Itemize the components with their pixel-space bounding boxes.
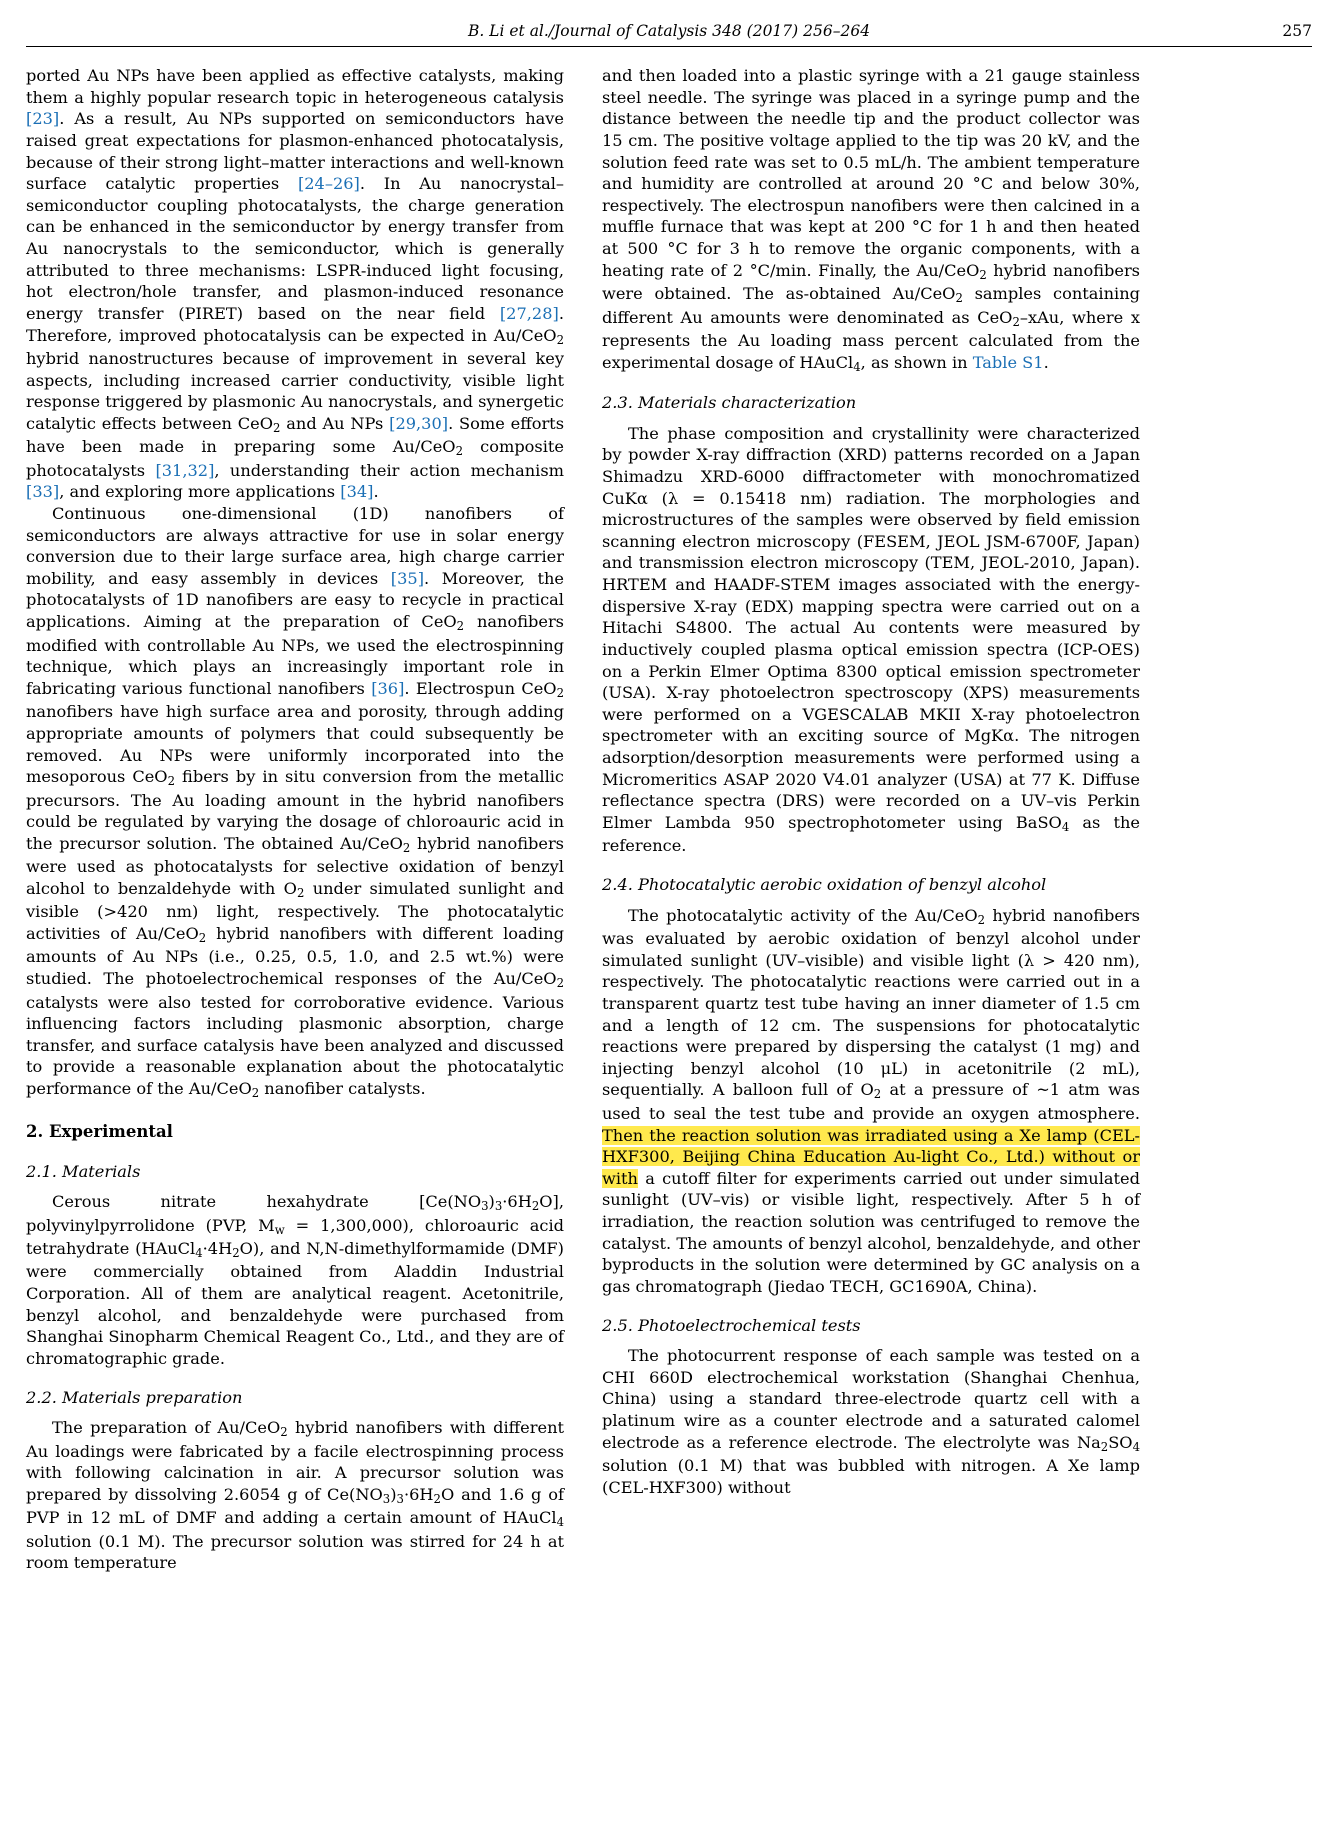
left-column [26, 65, 564, 1574]
section-heading-experimental: 2. Experimental [26, 1122, 173, 1142]
paragraph-nanofibers: Continuous one-dimensional (1D) nanofibers of semiconductors are always attractive for use in solar energy conversion due to their large surface area, high charge carrier mobility, and easy assembly in devices [35]. Moreover, the photocatalysts of 1D nanofibers are easy to recycle in practical applications. Aiming at the preparation of CeO$_2$ nanofibers modified with controllable Au NPs, we used the electrospinning technique, which plays an increasingly important role in fabricating various functional nanofibers [36]. Electrospun CeO$_2$ nanofibers have high surface area and porosity, through adding appropriate amounts of polymers that could subsequently be removed. Au NPs were uniformly incorporated into the mesoporous CeO$_2$ fibers by in situ conversion from the metallic precursors. The Au loading amount in the hybrid nanofibers could be regulated by varying the dosage of chloroauric acid in the precursor solution. The obtained Au/CeO$_2$ hybrid nanofibers were used as photocatalysts for selective oxidation of benzyl alcohol to benzaldehyde with $O_2$ under simulated sunlight and visible (>420 nm) light, respectively. The photocatalytic activities of Au/CeO$_2$ hybrid nanofibers with different loading amounts of Au NPs (i.e., 0.25, 0.5, 1.0, and 2.5 wt.%) were studied. The photoelectrochemical responses of the Au/CeO$_2$ catalysts were also tested for corroborative evidence. Various influencing factors including plasmonic absorption, charge transfer, and surface catalysis have been analyzed and discussed to provide a reasonable explanation about the photocatalytic performance of the Au/CeO$_2$ nanofiber catalysts. [26, 503, 565, 1100]
subsection-heading-materials: 2.1. Materials [26, 1161, 141, 1181]
citation-ref[interactable]: [36] [371, 678, 405, 698]
paragraph-materials: Cerous nitrate hexahydrate $[Ce(NO_3)_3\cdot 6H_2O]$, polyvinylpyrrolidone (PVP, $M_w = 1,300,000$), chloroauric acid tetrahydrate $(HAuCl_4\cdot 4H_2O)$, and N,N-dimethylformamide (DMF) were commercially obtained from Aladdin Industrial Corporation. All of them are analytical reagent. Acetonitrile, benzyl alcohol, and benzaldehyde were purchased from Shanghai Sinopharm Chemical Reagent Co., Ltd., and they are of chromatographic grade. [26, 1192, 564, 1368]
paragraph-photoelectrochemical: The photocurrent response of each sample was tested on a CHI 660D electrochemical workstation (Shanghai Chenhua, China) using a standard three-electrode quartz cell with a platinum wire as a counter electrode and a saturated calomel electrode as a reference electrode. The electrolyte was $Na_2SO_4$ solution (0.1 M) that was bubbled with nitrogen. A Xe lamp (CEL-HXF300) without [602, 1346, 1140, 1497]
citation-ref[interactable]: [29,30] [389, 413, 449, 433]
subsection-heading-aerobic-oxidation: 2.4. Photocatalytic aerobic oxidation of benzyl alcohol [602, 875, 1047, 895]
table-link[interactable]: Table S1 [972, 352, 1044, 372]
citation-ref[interactable]: [31,32] [155, 460, 215, 480]
citation-ref[interactable]: [35] [390, 568, 425, 588]
citation-ref[interactable]: [24–26] [297, 174, 360, 194]
paragraph-electrospinning: and then loaded into a plastic syringe with a 21 gauge stainless steel needle. The syringe was placed in a syringe pump and the distance between the needle tip and the product collector was 15 cm. The positive voltage applied to the tip was 20 kV, and the solution feed rate was set to 0.5 mL/h. The ambient temperature and humidity are controlled at around 20 °C and below 30%, respectively. The electrospun nanofibers were then calcined in a muffle furnace that was kept at 200 °C for 1 h and then heated at 500 °C for 3 h to remove the organic components, with a heating rate of 2 °C/min. Finally, the Au/CeO$_2$ hybrid nanofibers were obtained. The as-obtained Au/CeO$_2$ samples containing different Au amounts were denominated as CeO$_2$–xAu, where x represents the Au loading mass percent calculated from the experimental dosage of HAuCl$_4$, as shown in Table S1. [602, 66, 1140, 374]
citation-ref[interactable]: [33] [26, 482, 60, 502]
two-column-body [26, 65, 1312, 1574]
running-head [26, 22, 1312, 47]
page-number: 257 [1282, 22, 1312, 40]
subsection-heading-materials-preparation: 2.2. Materials preparation [26, 1387, 243, 1407]
citation-ref[interactable]: [27,28] [499, 303, 559, 323]
paragraph-continuation: ported Au NPs have been applied as effective catalysts, making them a highly popular research topic in heterogeneous catalysis [23]. As a result, Au NPs supported on semiconductors have raised great expectations for plasmon-enhanced photocatalysis, because of their strong light–matter interactions and well-known surface catalytic properties [24–26]. In Au nanocrystal–semiconductor coupling photocatalysts, the charge generation can be enhanced in the semiconductor by energy transfer from Au nanocrystals to the semiconductor, which is generally attributed to three mechanisms: LSPR-induced light focusing, hot electron/hole transfer, and plasmon-induced resonance energy transfer (PIRET) based on the near field [27,28]. Therefore, improved photocatalysis can be expected in Au/CeO$_2$ hybrid nanostructures because of improvement in several key aspects, including increased carrier conductivity, visible light response triggered by plasmonic Au nanocrystals, and synergetic catalytic effects between CeO$_2$ and Au NPs [29,30]. Some efforts have been made in preparing some Au/CeO$_2$ composite photocatalysts [31,32], understanding their action mechanism [33], and exploring more applications [34]. [26, 66, 565, 502]
subsection-heading-characterization: 2.3. Materials characterization [602, 393, 857, 413]
paragraph-aerobic-oxidation: The photocatalytic activity of the Au/CeO$_2$ hybrid nanofibers was evaluated by aerobic oxidation of benzyl alcohol under simulated sunlight (UV–visible) and visible light (λ > 420 nm), respectively. The photocatalytic reactions were carried out in a transparent quartz test tube having an inner diameter of 1.5 cm and a length of 12 cm. The suspensions for photocatalytic reactions were prepared by dispersing the catalyst (1 mg) and injecting benzyl alcohol (10 μL) in acetonitrile (2 mL), sequentially. A balloon full of $O_2$ at a pressure of ~1 atm was used to seal the test tube and provide an oxygen atmosphere. Then the reaction solution was irradiated using a Xe lamp (CEL-HXF300, Beijing China Education Au-light Co., Ltd.) without or with a cutoff filter for experiments carried out under simulated sunlight (UV–vis) or visible light, respectively. After 5 h of irradiation, the reaction solution was centrifuged to remove the catalyst. The amounts of benzyl alcohol, benzaldehyde, and other byproducts in the solution were determined by GC analysis on a gas chromatograph (Jiedao TECH, GC1690A, China). [602, 905, 1140, 1296]
highlighted-text[interactable]: Then the reaction solution was irradiated using a Xe lamp (CEL-HXF300, Beijing China Education Au-light Co., Ltd.) without or with [602, 1125, 1140, 1188]
citation-ref[interactable]: [23] [26, 109, 60, 129]
subsection-heading-photoelectrochemical: 2.5. Photoelectrochemical tests [602, 1315, 861, 1335]
paragraph-characterization: The phase composition and crystallinity were characterized by powder X-ray diffraction (XRD) patterns recorded on a Japan Shimadzu XRD-6000 diffractometer with monochromatized CuKα (λ = 0.15418 nm) radiation. The morphologies and microstructures of the samples were observed by field emission scanning electron microscopy (FESEM, JEOL JSM-6700F, Japan) and transmission electron microscopy (TEM, JEOL-2010, Japan). HRTEM and HAADF-STEM images associated with the energy-dispersive X-ray (EDX) mapping spectra were carried out on a Hitachi S4800. The actual Au contents were measured by inductively coupled plasma optical emission spectra (ICP-OES) on a Perkin Elmer Optima 8300 optical emission spectrometer (USA). X-ray photoelectron spectroscopy (XPS) measurements were performed on a VGESCALAB MKII X-ray photoelectron spectrometer with an exciting source of MgKα. The nitrogen adsorption/desorption measurements were performed using a Micromeritics ASAP 2020 V4.01 analyzer (USA) at 77 K. Diffuse reflectance spectra (DRS) were recorded on a UV–vis Perkin Elmer Lambda 950 spectrophotometer using BaSO$_4$ as the reference. [602, 423, 1140, 856]
citation-ref[interactable]: [34] [340, 482, 374, 502]
paragraph-preparation: The preparation of Au/CeO$_2$ hybrid nanofibers with different Au loadings were fabricated by a facile electrospinning process with following calcination in air. A precursor solution was prepared by dissolving 2.6054 g of $Ce(NO_3)_3\cdot 6H_2O$ and 1.6 g of PVP in 12 mL of DMF and adding a certain amount of HAuCl$_4$ solution (0.1 M). The precursor solution was stirred for 24 h at room temperature [26, 1418, 564, 1573]
running-head-citation: B. Li et al./Journal of Catalysis 348 (2017) 256–264 [467, 22, 871, 40]
right-column [602, 65, 1140, 1574]
